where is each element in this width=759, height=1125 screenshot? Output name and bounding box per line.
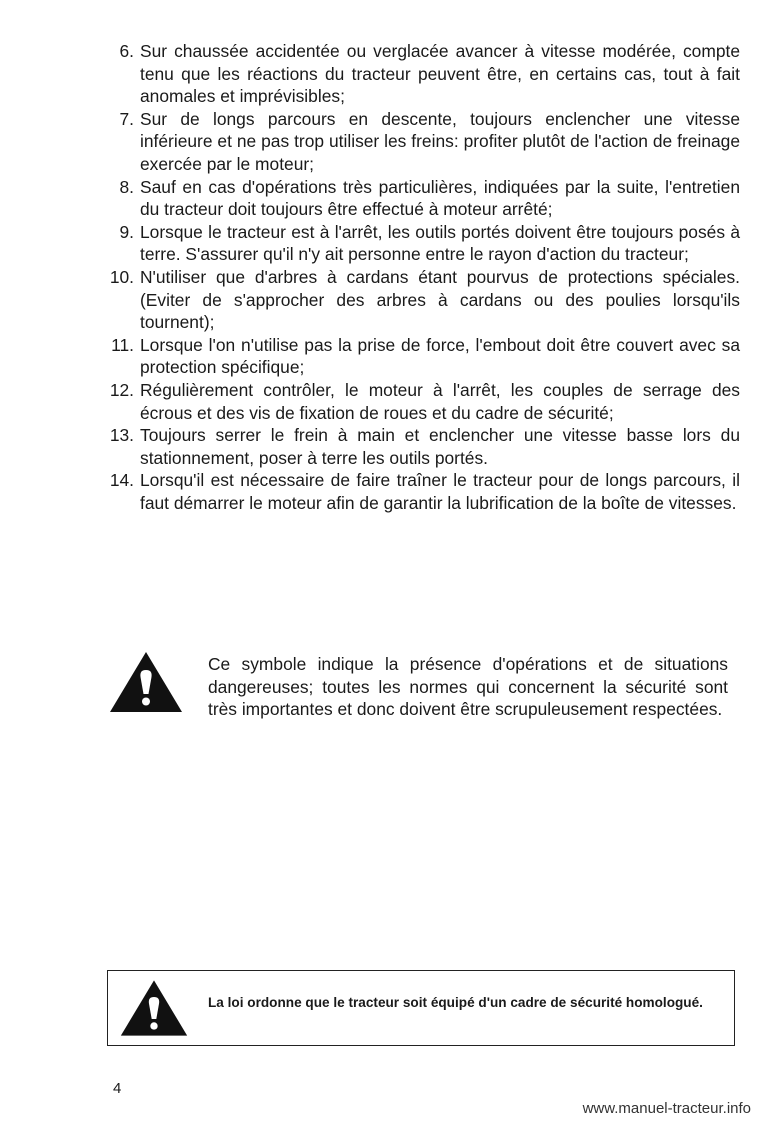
warning-triangle-icon	[108, 650, 184, 714]
item-text: Sauf en cas d'opérations très particulières, indiquées par la suite, l'entretien du tracteur doit toujours être effectué à moteur arrêté;	[140, 176, 740, 220]
item-text: Lorsque le tracteur est à l'arrêt, les outils portés doivent être toujours posés à terre. S'assurer qu'il n'y ait personne entre le rayon d'action du tracteur;	[140, 221, 740, 265]
item-number: 12.	[109, 379, 134, 400]
item-text: N'utiliser que d'arbres à cardans étant pourvus de protections spéciales. (Eviter de s'approcher des arbres à cardans ou des poulies lorsqu'ils tournent);	[140, 266, 740, 333]
item-text: Lorsque l'on n'utilise pas la prise de force, l'embout doit être couvert avec sa protection spécifique;	[140, 334, 740, 378]
item-text: Sur de longs parcours en descente, toujours enclencher une vitesse inférieure et ne pas trop utiliser les freins: profiter plutôt de l'action de freinage exercée par le moteur;	[140, 108, 740, 174]
list-item	[100, 176, 740, 221]
item-number: 10.	[109, 266, 134, 287]
warning-triangle-icon	[119, 978, 189, 1038]
list-item	[100, 424, 740, 469]
list-item	[100, 379, 740, 424]
list-item	[100, 40, 740, 108]
law-notice-text: La loi ordonne que le tracteur soit équipé d'un cadre de sécurité homologué.	[208, 995, 703, 1010]
item-number: 11.	[111, 334, 134, 355]
safety-instructions-list	[100, 40, 740, 514]
item-text: Toujours serrer le frein à main et enclencher une vitesse basse lors du stationnement, poser à terre les outils portés.	[140, 425, 740, 468]
item-number: 9.	[119, 221, 134, 242]
item-text: Sur chaussée accidentée ou verglacée avancer à vitesse modérée, compte tenu que les réactions du tracteur peuvent être, en certains cas, tout à fait anomales et imprévisibles;	[140, 41, 740, 107]
page-number: 4	[113, 1080, 122, 1097]
item-text: Régulièrement contrôler, le moteur à l'arrêt, les couples de serrage des écrous et des vis de fixation de roues et du cadre de sécurité;	[140, 379, 740, 423]
list-item	[100, 469, 740, 514]
item-text: Lorsqu'il est nécessaire de faire traîner le tracteur pour de longs parcours, il faut démarrer le moteur afin de garantir la lubrification de la boîte de vitesses.	[140, 470, 740, 513]
list-item	[100, 108, 740, 176]
item-number: 14.	[109, 470, 134, 491]
source-watermark: www.manuel-tracteur.info	[582, 1100, 751, 1117]
warning-note-text: Ce symbole indique la présence d'opérations et de situations dangereuses; toutes les normes qui concernent la sécurité sont très importantes et donc doivent être scrupuleusement respectées.	[208, 654, 728, 720]
item-number: 13.	[109, 425, 134, 446]
list-item	[100, 334, 740, 379]
warning-note	[108, 650, 748, 760]
item-number: 6.	[119, 41, 134, 61]
list-item	[100, 266, 740, 334]
item-number: 7.	[119, 108, 134, 129]
list-item	[100, 221, 740, 266]
item-number: 8.	[119, 176, 134, 197]
law-notice-box	[107, 970, 735, 1046]
